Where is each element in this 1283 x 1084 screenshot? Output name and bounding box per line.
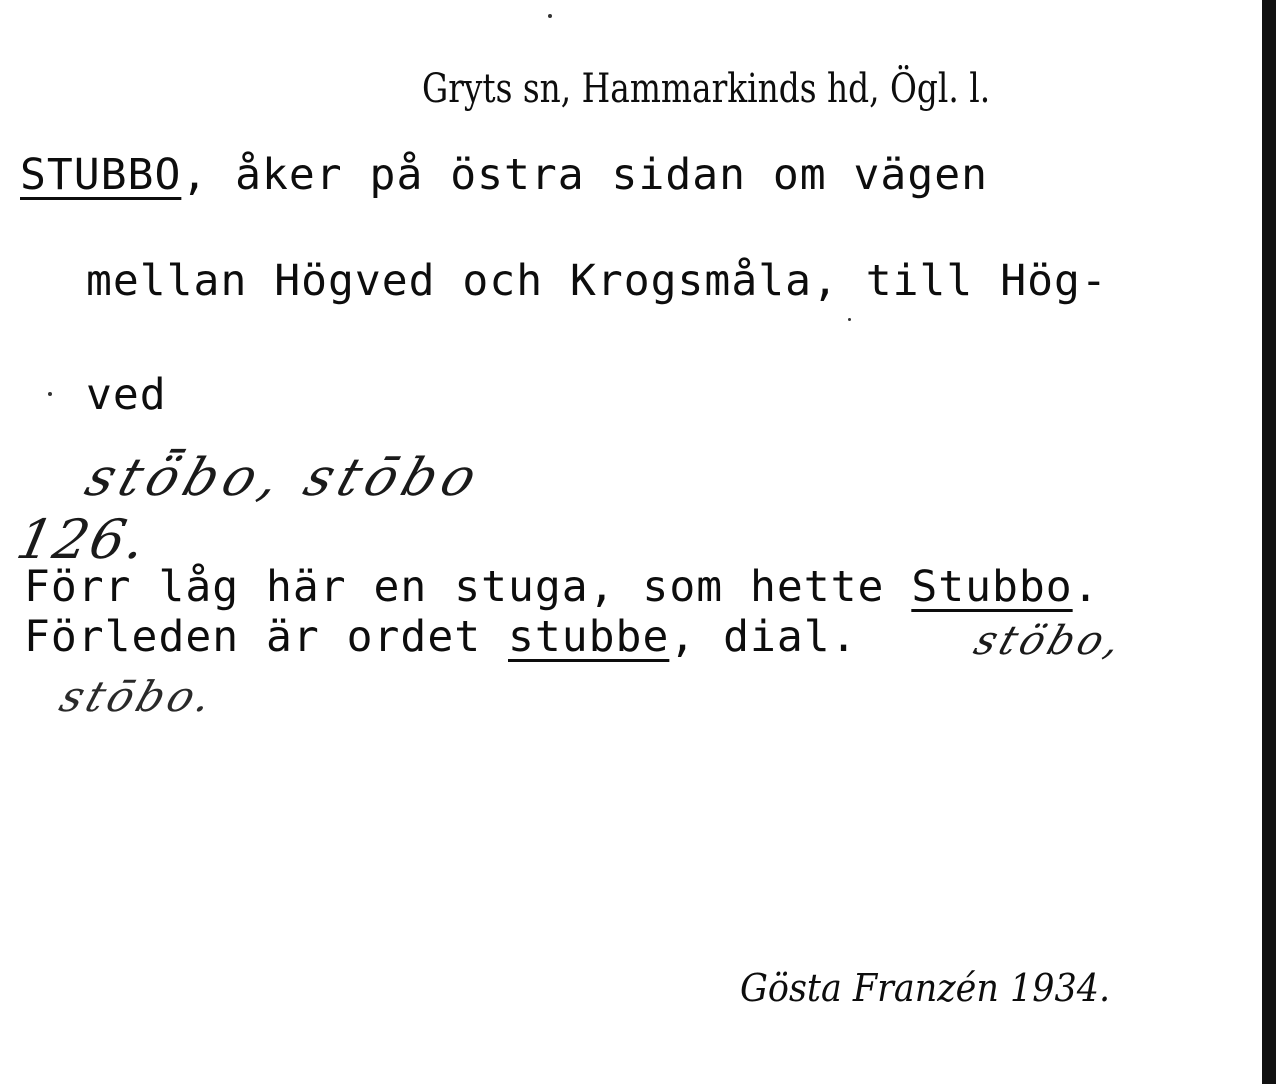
handwritten-number: 126.: [11, 508, 153, 571]
note-word-stubbo: Stubbo: [911, 562, 1073, 612]
handwritten-tail-pronunciation-2: stōbo.: [54, 672, 223, 721]
speck: [548, 14, 552, 18]
note-line-2-prefix: Förleden är ordet: [24, 612, 508, 662]
entry-line-1: [20, 150, 988, 200]
signature: Gösta Franzén 1934.: [740, 966, 1111, 1010]
note-line-2: [24, 612, 858, 662]
entry-line-3: ved: [86, 370, 167, 420]
note-line-1: [24, 562, 1100, 612]
card-edge: [1262, 0, 1276, 1084]
handwritten-tail-pronunciation: stöbo,: [968, 618, 1131, 664]
place-header: Gryts sn, Hammarkinds hd, Ögl. l.: [422, 66, 991, 112]
speck: [48, 392, 52, 396]
handwritten-pronunciation: stȫbo, stōbo: [78, 448, 490, 508]
note-word-stubbe: stubbe: [508, 612, 670, 662]
note-line-1-prefix: Förr låg här en stuga, som hette: [24, 562, 912, 612]
headword: STUBBO: [20, 150, 182, 200]
speck: [848, 318, 851, 321]
note-line-2-suffix: , dial.: [669, 612, 858, 662]
entry-line-1-rest: , åker på östra sidan om vägen: [181, 150, 988, 200]
note-line-1-suffix: .: [1072, 562, 1100, 612]
entry-line-2: mellan Högved och Krogsmåla, till Hög-: [86, 256, 1108, 306]
